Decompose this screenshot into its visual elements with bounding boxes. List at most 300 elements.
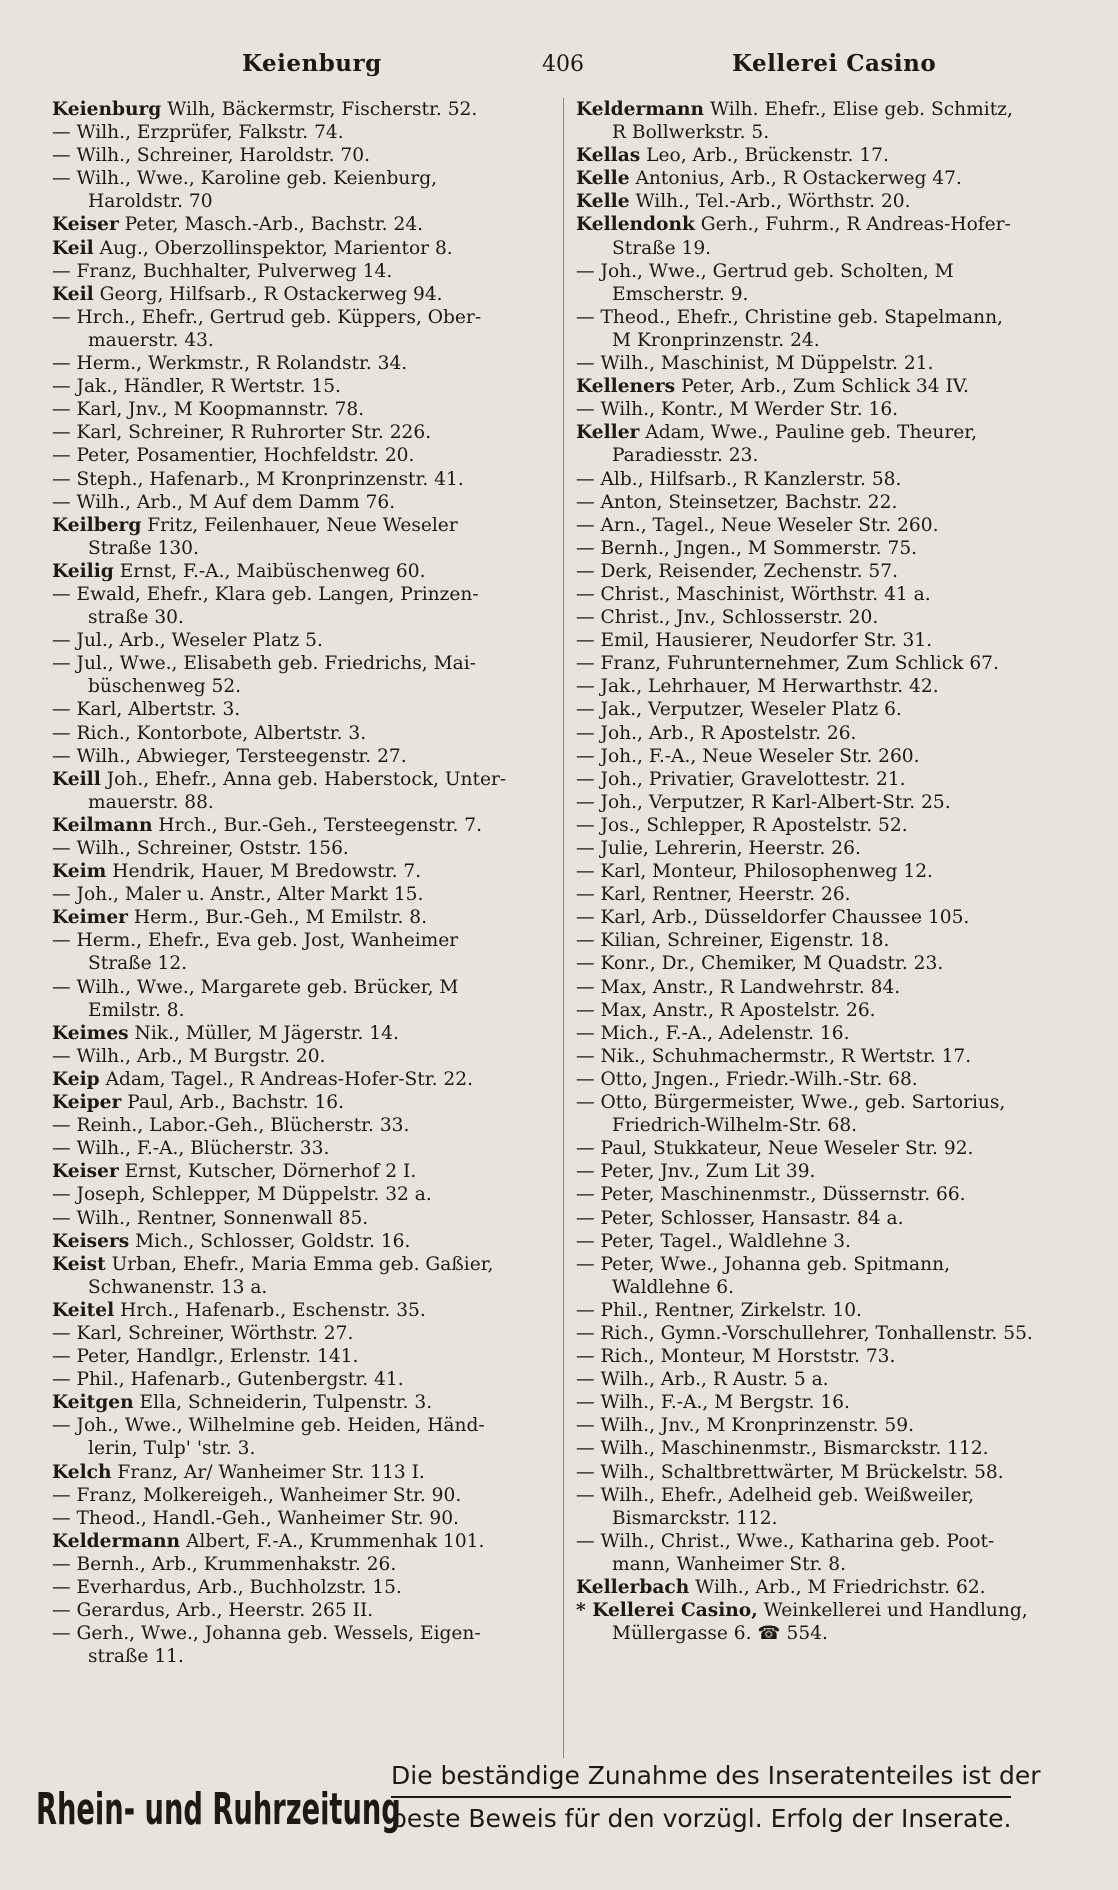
entry-text: — Mich., F.-A., Adelenstr. 16. xyxy=(576,1022,850,1044)
directory-entry-line xyxy=(576,1230,1088,1253)
directory-entry-line xyxy=(52,883,552,906)
entry-text: Fritz, Feilenhauer, Neue Weseler xyxy=(147,514,458,536)
directory-entry-line xyxy=(576,468,1088,491)
directory-entry-line xyxy=(52,1045,552,1068)
surname: Keill xyxy=(52,768,101,790)
directory-entry-line xyxy=(52,1114,552,1137)
directory-entry-line xyxy=(576,1276,1088,1299)
directory-entry-line xyxy=(576,1045,1088,1068)
directory-entry-line xyxy=(576,1022,1088,1045)
entry-text: straße 30. xyxy=(88,607,184,629)
directory-entry-line xyxy=(576,1437,1088,1460)
surname: Keilig xyxy=(52,560,114,582)
entry-text: — Max, Anstr., R Landwehrstr. 84. xyxy=(576,976,901,998)
directory-entry-line xyxy=(576,1253,1088,1276)
directory-entry-line xyxy=(52,398,552,421)
entry-text: — Franz, Fuhrunternehmer, Zum Schlick 67. xyxy=(576,653,999,675)
directory-entry-line xyxy=(576,1553,1088,1576)
directory-entry-line xyxy=(576,1207,1088,1230)
entry-text: Wilh, Bäckermstr, Fischerstr. 52. xyxy=(167,99,478,120)
entry-text: — Gerardus, Arb., Heerstr. 265 II. xyxy=(52,1600,374,1622)
directory-entry-line xyxy=(576,491,1088,514)
entry-text: — Wilh., Rentner, Sonnenwall 85. xyxy=(52,1207,369,1229)
entry-text: — Jul., Arb., Weseler Platz 5. xyxy=(52,630,323,652)
entry-text: — Wilh., Maschinist, M Düppelstr. 21. xyxy=(576,353,934,375)
entry-text: — Phil., Hafenarb., Gutenbergstr. 41. xyxy=(52,1369,404,1391)
directory-entry-line xyxy=(52,1368,552,1391)
entry-text: — Julie, Lehrerin, Heerstr. 26. xyxy=(576,838,861,859)
running-header xyxy=(52,50,1092,90)
entry-text: straße 11. xyxy=(88,1646,184,1668)
directory-entry-line xyxy=(576,768,1088,791)
entry-text: — Wilh., Arb., M Burgstr. 20. xyxy=(52,1045,326,1067)
directory-entry-line xyxy=(576,1461,1088,1484)
entry-text: Wilh., Tel.-Arb., Wörthstr. 20. xyxy=(635,191,911,213)
directory-entry-line xyxy=(576,398,1088,421)
directory-entry-line xyxy=(52,1414,552,1437)
directory-entry-line xyxy=(576,1368,1088,1391)
directory-entry-line xyxy=(52,491,552,514)
entry-text: — Jak., Verputzer, Weseler Platz 6. xyxy=(576,699,902,721)
directory-entry-line xyxy=(576,860,1088,883)
entry-text: — Gerh., Wwe., Johanna geb. Wessels, Eigen- xyxy=(52,1623,481,1645)
entry-text: Ella, Schneiderin, Tulpenstr. 3. xyxy=(139,1392,433,1414)
entry-text: — Herm., Werkmstr., R Rolandstr. 34. xyxy=(52,353,408,375)
directory-entry-line xyxy=(52,1461,552,1484)
directory-entry-line xyxy=(576,1414,1088,1437)
directory-entry-line xyxy=(52,1091,552,1114)
entry-text: — Peter, Handlgr., Erlenstr. 141. xyxy=(52,1346,359,1368)
entry-text: Hendrik, Hauer, M Bredowstr. 7. xyxy=(112,861,422,883)
entry-text: — Phil., Rentner, Zirkelstr. 10. xyxy=(576,1299,862,1321)
directory-entry-line xyxy=(576,560,1088,583)
entry-text: — Karl, Arb., Düsseldorfer Chaussee 105. xyxy=(576,907,970,929)
entry-text: Straße 12. xyxy=(88,953,188,975)
surname: Kelle xyxy=(576,168,630,190)
entry-text: — Paul, Stukkateur, Neue Weseler Str. 92. xyxy=(576,1138,974,1160)
directory-entry-line xyxy=(576,329,1088,352)
entry-text: — Wilh., Schaltbrettwärter, M Brückelstr. 58. xyxy=(576,1461,1004,1483)
entry-text: Wilh., Arb., M Friedrichstr. 62. xyxy=(695,1577,986,1598)
entry-text: — Everhardus, Arb., Buchholzstr. 15. xyxy=(52,1577,402,1598)
entry-text: Mich., Schlosser, Goldstr. 16. xyxy=(135,1230,411,1252)
directory-entry-line xyxy=(52,1276,552,1299)
entry-text: Wilh. Ehefr., Elise geb. Schmitz, xyxy=(709,99,1013,120)
surname: Keller xyxy=(576,422,640,444)
entry-text: — Peter, Jnv., Zum Lit 39. xyxy=(576,1161,816,1183)
directory-entry-line xyxy=(52,514,552,537)
entry-text: mann, Wanheimer Str. 8. xyxy=(612,1553,847,1575)
directory-entry-line xyxy=(52,837,552,860)
directory-entry-line xyxy=(52,468,552,491)
directory-entry-line xyxy=(576,1530,1088,1553)
entry-text: — Nik., Schuhmachermstr., R Wertstr. 17. xyxy=(576,1045,972,1067)
entry-text: — Max, Anstr., R Apostelstr. 26. xyxy=(576,999,876,1021)
directory-entry-line xyxy=(52,1253,552,1276)
directory-entry-line xyxy=(52,1299,552,1322)
entry-text: Haroldstr. 70 xyxy=(88,191,213,213)
directory-entry-line xyxy=(576,1299,1088,1322)
entry-text: — Hrch., Ehefr., Gertrud geb. Küppers, Ober- xyxy=(52,306,482,328)
entry-text: Müllergasse 6. ☎ 554. xyxy=(612,1623,828,1645)
surname: Kelle xyxy=(576,191,630,213)
directory-entry-line xyxy=(52,860,552,883)
entry-text: Paradiesstr. 23. xyxy=(612,445,759,467)
directory-entry-line xyxy=(576,1599,1088,1622)
column-divider xyxy=(563,98,564,1758)
surname: Keilmann xyxy=(52,814,153,836)
directory-entry-line xyxy=(576,260,1088,283)
entry-text: Emilstr. 8. xyxy=(88,999,185,1021)
surname: Kellendonk xyxy=(576,214,695,236)
surname: Keim xyxy=(52,861,107,883)
directory-entry-line xyxy=(576,906,1088,929)
advert-line-1: Die beständige Zunahme des Inseratenteiles ist der xyxy=(391,1761,1041,1790)
directory-entry-line xyxy=(52,352,552,375)
directory-entry-line xyxy=(52,906,552,929)
directory-entry-line xyxy=(576,675,1088,698)
surname: * Kellerei Casino, xyxy=(576,1600,758,1622)
surname: Keimer xyxy=(52,907,128,929)
directory-entry-line xyxy=(576,952,1088,975)
directory-entry-line xyxy=(52,606,552,629)
entry-text: büschenweg 52. xyxy=(88,676,242,698)
entry-text: — Christ., Maschinist, Wörthstr. 41 a. xyxy=(576,583,931,605)
entry-text: — Joseph, Schlepper, M Düppelstr. 32 a. xyxy=(52,1184,432,1206)
directory-entry-line xyxy=(576,837,1088,860)
advert-line-2: beste Beweis für den vorzügl. Erfolg der Inserate. xyxy=(391,1796,1011,1839)
directory-entry-line xyxy=(52,1391,552,1414)
surname: Keiser xyxy=(52,214,119,236)
directory-entry-line xyxy=(576,190,1088,213)
entry-text: — Karl, Schreiner, R Ruhrorter Str. 226. xyxy=(52,422,432,444)
surname: Keitel xyxy=(52,1299,115,1321)
directory-entry-line xyxy=(52,629,552,652)
directory-entry-line xyxy=(52,583,552,606)
directory-entry-line xyxy=(576,1091,1088,1114)
entry-text: — Joh., Wwe., Gertrud geb. Scholten, M xyxy=(576,260,954,282)
directory-entry-line xyxy=(52,1183,552,1206)
directory-entry-line xyxy=(576,1507,1088,1530)
directory-entry-line xyxy=(576,629,1088,652)
entry-text: — Joh., Wwe., Wilhelmine geb. Heiden, Händ- xyxy=(52,1415,485,1437)
entry-text: — Peter, Schlosser, Hansastr. 84 a. xyxy=(576,1207,904,1229)
entry-text: Hrch., Hafenarb., Eschenstr. 35. xyxy=(120,1299,426,1321)
entry-text: — Bernh., Jngen., M Sommerstr. 75. xyxy=(576,537,918,559)
surname: Kellas xyxy=(576,145,641,167)
directory-entry-line xyxy=(52,167,552,190)
entry-text: R Bollwerkstr. 5. xyxy=(612,122,770,144)
entry-text: — Peter, Tagel., Waldlehne 3. xyxy=(576,1230,851,1252)
directory-entry-line xyxy=(52,1022,552,1045)
directory-entry-line xyxy=(52,1345,552,1368)
directory-entry-line xyxy=(576,929,1088,952)
header-right-keyword: Kellerei Casino xyxy=(732,50,937,77)
directory-entry-line xyxy=(576,1068,1088,1091)
directory-entry-line xyxy=(52,144,552,167)
directory-entry-line xyxy=(52,1599,552,1622)
entry-text: — Wilh., Jnv., M Kronprinzenstr. 59. xyxy=(576,1415,914,1437)
entry-text: — Jak., Händler, R Wertstr. 15. xyxy=(52,376,341,398)
directory-entry-line xyxy=(576,698,1088,721)
directory-entry-line xyxy=(52,444,552,467)
directory-entry-line xyxy=(52,121,552,144)
directory-entry-line xyxy=(52,814,552,837)
page-number: 406 xyxy=(542,52,584,77)
entry-text: — Karl, Jnv., M Koopmannstr. 78. xyxy=(52,399,365,421)
entry-text: — Alb., Hilfsarb., R Kanzlerstr. 58. xyxy=(576,468,902,490)
directory-entry-line xyxy=(52,1230,552,1253)
directory-entry-line xyxy=(52,722,552,745)
directory-entry-line xyxy=(52,698,552,721)
directory-entry-line xyxy=(52,560,552,583)
entry-text: — Wilh., Wwe., Margarete geb. Brücker, M xyxy=(52,976,459,998)
entry-text: — Wilh., F.-A., Blücherstr. 33. xyxy=(52,1138,330,1160)
entry-text: — Joh., Maler u. Anstr., Alter Markt 15. xyxy=(52,884,424,906)
entry-text: — Peter, Posamentier, Hochfeldstr. 20. xyxy=(52,445,415,467)
left-column xyxy=(52,98,552,1668)
entry-text: — Wilh., Arb., M Auf dem Damm 76. xyxy=(52,491,396,513)
directory-entry-line xyxy=(52,791,552,814)
directory-entry-line xyxy=(52,1645,552,1668)
entry-text: — Wilh., Abwieger, Tersteegenstr. 27. xyxy=(52,745,407,767)
entry-text: Straße 130. xyxy=(88,537,199,559)
entry-text: — Bernh., Arb., Krummenhakstr. 26. xyxy=(52,1553,397,1575)
entry-text: — Joh., Verputzer, R Karl-Albert-Str. 25. xyxy=(576,791,951,813)
entry-text: Adam, Wwe., Pauline geb. Theurer, xyxy=(645,422,978,444)
directory-entry-line xyxy=(52,1437,552,1460)
entry-text: — Wilh., Ehefr., Adelheid geb. Weißweiler, xyxy=(576,1484,975,1506)
entry-text: — Karl, Albertstr. 3. xyxy=(52,699,241,721)
surname: Kelleners xyxy=(576,376,676,398)
directory-entry-line xyxy=(576,514,1088,537)
directory-entry-line xyxy=(576,583,1088,606)
directory-entry-line xyxy=(576,976,1088,999)
entry-text: Bismarckstr. 112. xyxy=(612,1507,778,1529)
advertisement xyxy=(36,1755,1086,1870)
directory-entry-line xyxy=(576,1322,1088,1345)
entry-text: lerin, Tulp' 'str. 3. xyxy=(88,1438,256,1460)
directory-entry-line xyxy=(576,421,1088,444)
directory-entry-line xyxy=(576,1391,1088,1414)
entry-text: — Wilh., Christ., Wwe., Katharina geb. Poot- xyxy=(576,1530,995,1552)
entry-text: Aug., Oberzollinspektor, Marientor 8. xyxy=(99,237,453,259)
entry-text: — Reinh., Labor.-Geh., Blücherstr. 33. xyxy=(52,1115,410,1137)
directory-entry-line xyxy=(576,237,1088,260)
surname: Keil xyxy=(52,237,94,259)
entry-text: — Jul., Wwe., Elisabeth geb. Friedrichs, Mai- xyxy=(52,653,476,675)
directory-entry-line xyxy=(52,190,552,213)
entry-text: Herm., Bur.-Geh., M Emilstr. 8. xyxy=(133,907,428,929)
entry-text: — Joh., F.-A., Neue Weseler Str. 260. xyxy=(576,745,920,767)
entry-text: mauerstr. 88. xyxy=(88,791,214,813)
directory-entry-line xyxy=(52,329,552,352)
directory-entry-line xyxy=(52,537,552,560)
entry-text: Urban, Ehefr., Maria Emma geb. Gaßier, xyxy=(111,1253,494,1275)
entry-text: — Theod., Ehefr., Christine geb. Stapelmann, xyxy=(576,306,1003,328)
entry-text: — Derk, Reisender, Zechenstr. 57. xyxy=(576,560,898,582)
entry-text: mauerstr. 43. xyxy=(88,329,214,351)
directory-entry-line xyxy=(576,1160,1088,1183)
directory-entry-line xyxy=(52,1068,552,1091)
entry-text: — Wilh., Erzprüfer, Falkstr. 74. xyxy=(52,122,344,144)
entry-text: — Peter, Wwe., Johanna geb. Spitmann, xyxy=(576,1253,951,1275)
directory-entry-line xyxy=(576,1137,1088,1160)
entry-text: — Wilh., Schreiner, Oststr. 156. xyxy=(52,838,349,859)
entry-text: — Wilh., Kontr., M Werder Str. 16. xyxy=(576,399,899,421)
directory-entry-line xyxy=(576,999,1088,1022)
entry-text: — Otto, Jngen., Friedr.-Wilh.-Str. 68. xyxy=(576,1068,918,1090)
surname: Kellerbach xyxy=(576,1577,690,1598)
entry-text: — Peter, Maschinenmstr., Düssernstr. 66. xyxy=(576,1184,966,1206)
directory-entry-line xyxy=(576,306,1088,329)
entry-text: — Karl, Schreiner, Wörthstr. 27. xyxy=(52,1322,354,1344)
directory-entry-line xyxy=(52,929,552,952)
entry-text: Gerh., Fuhrm., R Andreas-Hofer- xyxy=(700,214,1011,236)
entry-text: — Wilh., F.-A., M Bergstr. 16. xyxy=(576,1392,850,1414)
entry-text: — Ewald, Ehefr., Klara geb. Langen, Prinzen- xyxy=(52,583,479,605)
directory-entry-line xyxy=(52,1507,552,1530)
entry-text: Schwanenstr. 13 a. xyxy=(88,1276,268,1298)
surname: Keisers xyxy=(52,1230,130,1252)
entry-text: — Rich., Kontorbote, Albertstr. 3. xyxy=(52,722,367,744)
directory-entry-line xyxy=(52,213,552,236)
directory-entry-line xyxy=(576,1345,1088,1368)
entry-text: — Franz, Buchhalter, Pulverweg 14. xyxy=(52,260,393,282)
entry-text: Georg, Hilfsarb., R Ostackerweg 94. xyxy=(99,283,443,305)
entry-text: — Jos., Schlepper, R Apostelstr. 52. xyxy=(576,814,908,836)
directory-entry-line xyxy=(576,444,1088,467)
surname: Keil xyxy=(52,283,94,305)
entry-text: Adam, Tagel., R Andreas-Hofer-Str. 22. xyxy=(105,1068,474,1090)
entry-text: Leo, Arb., Brückenstr. 17. xyxy=(646,145,889,167)
entry-text: — Joh., Privatier, Gravelottestr. 21. xyxy=(576,768,906,790)
entry-text: Nik., Müller, M Jägerstr. 14. xyxy=(134,1022,399,1044)
entry-text: — Herm., Ehefr., Eva geb. Jost, Wanheimer xyxy=(52,930,459,952)
directory-entry-line xyxy=(576,167,1088,190)
entry-text: Straße 19. xyxy=(612,237,712,259)
entry-text: M Kronprinzenstr. 24. xyxy=(612,329,820,351)
directory-entry-line xyxy=(52,652,552,675)
surname: Keiser xyxy=(52,1161,119,1183)
header-left-keyword: Keienburg xyxy=(242,50,382,77)
directory-entry-line xyxy=(576,98,1088,121)
newspaper-logo: Rhein- und Ruhrzeitung xyxy=(36,1784,401,1835)
entry-text: — Wilh., Wwe., Karoline geb. Keienburg, xyxy=(52,168,438,190)
surname: Keimes xyxy=(52,1022,129,1044)
entry-text: Franz, Ar/ Wanheimer Str. 113 I. xyxy=(117,1461,425,1483)
entry-text: Friedrich-Wilhelm-Str. 68. xyxy=(612,1115,858,1137)
directory-entry-line xyxy=(576,375,1088,398)
surname: Keist xyxy=(52,1253,106,1275)
entry-text: — Rich., Gymn.-Vorschullehrer, Tonhallenstr. 55. xyxy=(576,1322,1033,1344)
surname: Keldermann xyxy=(576,99,705,120)
directory-entry-line xyxy=(52,1530,552,1553)
directory-entry-line xyxy=(52,1484,552,1507)
directory-entry-line xyxy=(52,1322,552,1345)
directory-entry-line xyxy=(52,98,552,121)
entry-text: — Otto, Bürgermeister, Wwe., geb. Sartorius, xyxy=(576,1092,1006,1114)
directory-entry-line xyxy=(52,745,552,768)
entry-text: Joh., Ehefr., Anna geb. Haberstock, Unter- xyxy=(106,768,507,790)
entry-text: — Joh., Arb., R Apostelstr. 26. xyxy=(576,722,857,744)
surname: Keldermann xyxy=(52,1530,181,1552)
directory-entry-line xyxy=(576,606,1088,629)
directory-entry-line xyxy=(52,768,552,791)
directory-entry-line xyxy=(576,121,1088,144)
entry-text: — Emil, Hausierer, Neudorfer Str. 31. xyxy=(576,630,933,652)
surname: Keip xyxy=(52,1068,100,1090)
entry-text: — Christ., Jnv., Schlosserstr. 20. xyxy=(576,607,879,629)
directory-entry-line xyxy=(576,1484,1088,1507)
entry-text: — Rich., Monteur, M Horststr. 73. xyxy=(576,1346,896,1368)
entry-text: Antonius, Arb., R Ostackerweg 47. xyxy=(635,168,962,190)
directory-entry-line xyxy=(52,1160,552,1183)
entry-text: Ernst, Kutscher, Dörnerhof 2 I. xyxy=(124,1161,417,1183)
entry-text: Peter, Masch.-Arb., Bachstr. 24. xyxy=(124,214,424,236)
entry-text: Ernst, F.-A., Maibüschenweg 60. xyxy=(119,560,426,582)
directory-entry-line xyxy=(52,1576,552,1599)
entry-text: — Karl, Monteur, Philosophenweg 12. xyxy=(576,861,933,883)
directory-entry-line xyxy=(52,976,552,999)
directory-entry-line xyxy=(576,791,1088,814)
directory-entry-line xyxy=(52,1622,552,1645)
directory-entry-line xyxy=(576,1114,1088,1137)
right-column xyxy=(576,98,1088,1645)
directory-entry-line xyxy=(52,421,552,444)
directory-entry-line xyxy=(576,814,1088,837)
entry-text: — Arn., Tagel., Neue Weseler Str. 260. xyxy=(576,514,939,536)
entry-text: — Jak., Lehrhauer, M Herwarthstr. 42. xyxy=(576,676,939,698)
entry-text: — Karl, Rentner, Heerstr. 26. xyxy=(576,884,851,906)
directory-entry-line xyxy=(576,652,1088,675)
entry-text: — Franz, Molkereigeh., Wanheimer Str. 90. xyxy=(52,1484,462,1506)
surname: Keitgen xyxy=(52,1392,134,1414)
directory-entry-line xyxy=(52,999,552,1022)
directory-entry-line xyxy=(576,352,1088,375)
entry-text: — Steph., Hafenarb., M Kronprinzenstr. 41. xyxy=(52,468,464,490)
entry-text: — Kilian, Schreiner, Eigenstr. 18. xyxy=(576,930,890,952)
entry-text: — Wilh., Schreiner, Haroldstr. 70. xyxy=(52,145,370,167)
entry-text: — Wilh., Maschinenmstr., Bismarckstr. 112. xyxy=(576,1438,989,1460)
surname: Keiper xyxy=(52,1092,122,1114)
directory-entry-line xyxy=(52,375,552,398)
directory-entry-line xyxy=(576,144,1088,167)
directory-entry-line xyxy=(576,883,1088,906)
directory-entry-line xyxy=(52,1137,552,1160)
entry-text: Paul, Arb., Bachstr. 16. xyxy=(127,1092,345,1114)
directory-entry-line xyxy=(52,306,552,329)
directory-entry-line xyxy=(576,213,1088,236)
advert-slogan xyxy=(391,1755,1091,1839)
surname: Keilberg xyxy=(52,514,142,536)
entry-text: — Anton, Steinsetzer, Bachstr. 22. xyxy=(576,491,898,513)
entry-text: Waldlehne 6. xyxy=(612,1276,734,1298)
entry-text: — Konr., Dr., Chemiker, M Quadstr. 23. xyxy=(576,953,944,975)
entry-text: Emscherstr. 9. xyxy=(612,283,749,305)
directory-entry-line xyxy=(52,952,552,975)
surname: Keienburg xyxy=(52,99,162,120)
directory-entry-line xyxy=(576,745,1088,768)
directory-entry-line xyxy=(576,1183,1088,1206)
surname: Kelch xyxy=(52,1461,112,1483)
entry-text: Hrch., Bur.-Geh., Tersteegenstr. 7. xyxy=(158,814,483,836)
directory-entry-line xyxy=(52,675,552,698)
directory-entry-line xyxy=(52,260,552,283)
entry-text: Albert, F.-A., Krummenhak 101. xyxy=(185,1530,485,1552)
directory-entry-line xyxy=(52,283,552,306)
directory-entry-line xyxy=(52,1207,552,1230)
